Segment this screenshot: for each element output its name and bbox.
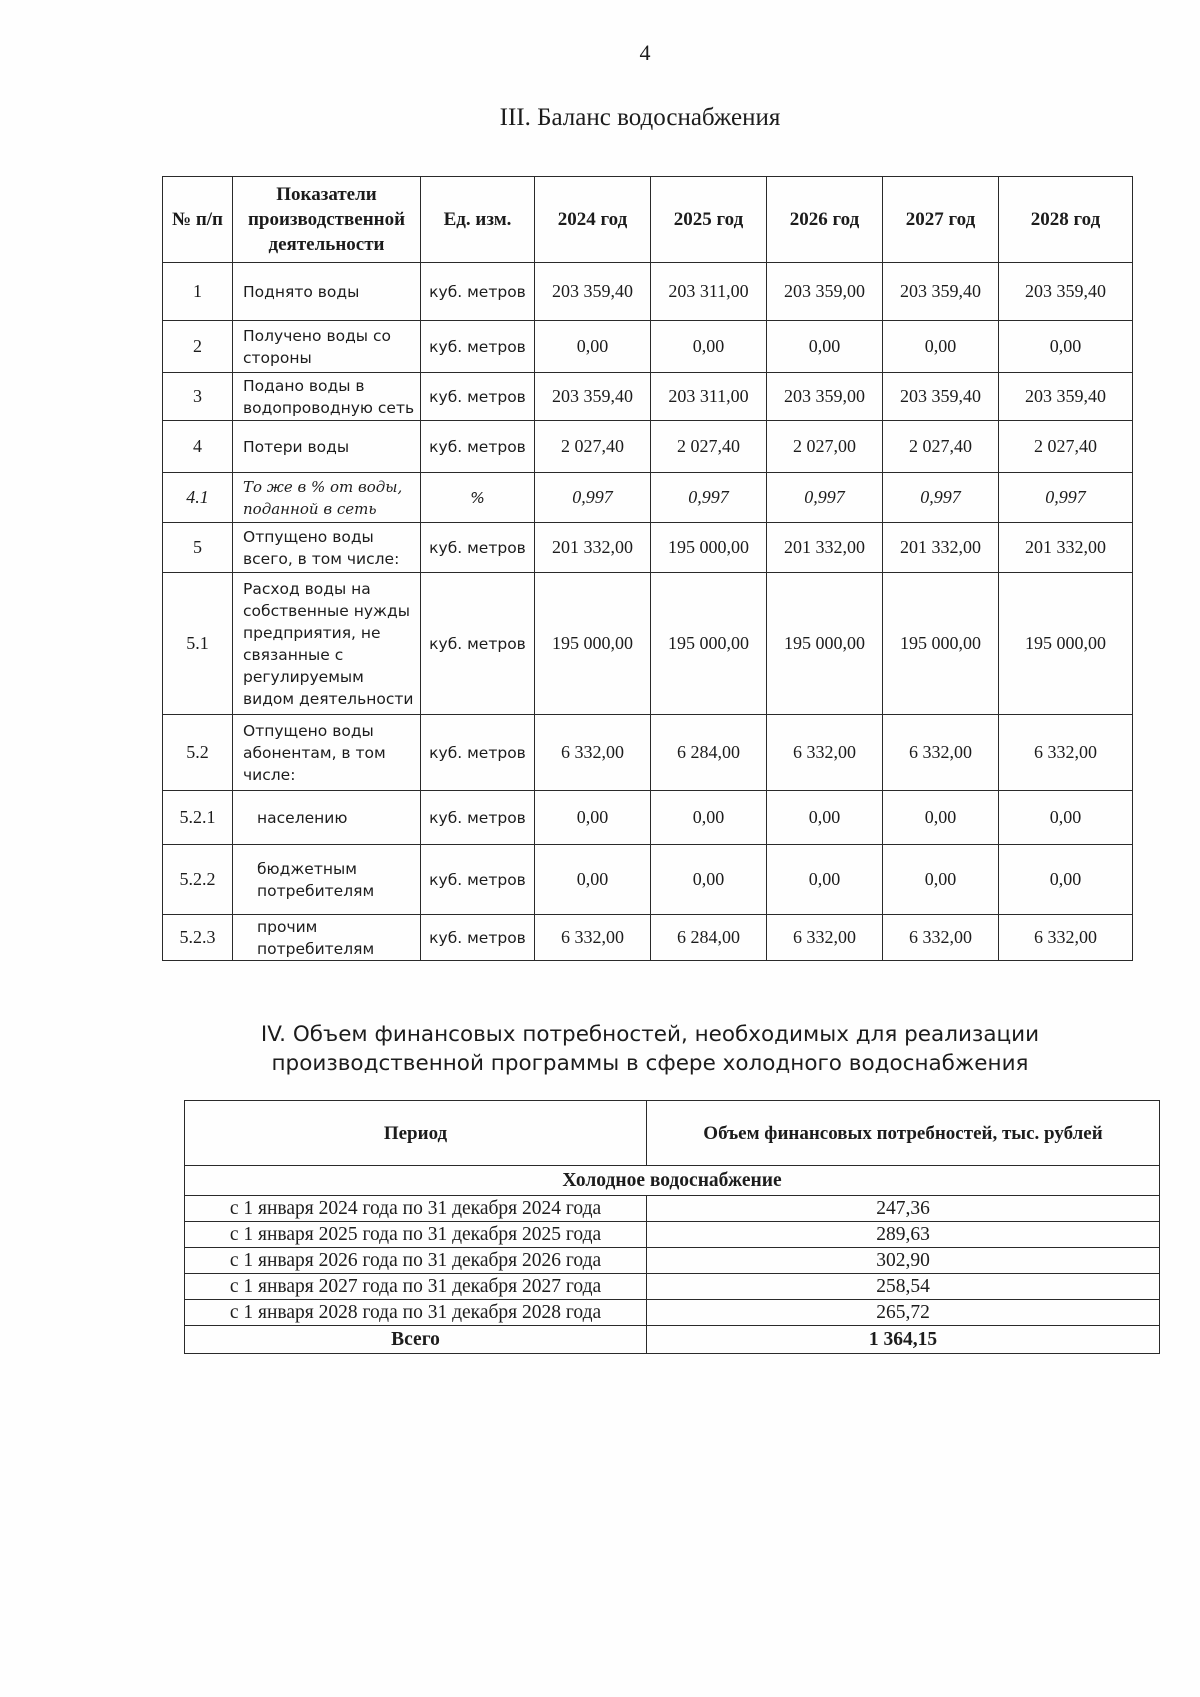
value-cell: 6 332,00	[767, 915, 883, 961]
value-cell: 6 284,00	[651, 915, 767, 961]
table-row	[185, 1222, 1160, 1248]
value-cell: 0,997	[651, 473, 767, 523]
amount-cell: 258,54	[647, 1274, 1160, 1300]
indicator-name: бюджетным потребителям	[233, 845, 421, 915]
amount-cell: 247,36	[647, 1196, 1160, 1222]
period-cell: с 1 января 2024 года по 31 декабря 2024 года	[185, 1196, 647, 1222]
unit-cell: %	[421, 473, 535, 523]
unit-cell: куб. метров	[421, 421, 535, 473]
value-cell: 203 359,40	[535, 373, 651, 421]
header-year-2025: 2025 год	[651, 177, 767, 263]
period-cell: с 1 января 2027 года по 31 декабря 2027 года	[185, 1274, 647, 1300]
row-number: 5.2.2	[163, 845, 233, 915]
value-cell: 195 000,00	[999, 573, 1133, 715]
row-number: 5.2.3	[163, 915, 233, 961]
row-number: 4	[163, 421, 233, 473]
value-cell: 201 332,00	[883, 523, 999, 573]
unit-cell: куб. метров	[421, 845, 535, 915]
table-row	[163, 791, 1133, 845]
unit-cell: куб. метров	[421, 523, 535, 573]
value-cell: 195 000,00	[767, 573, 883, 715]
table-row	[163, 473, 1133, 523]
unit-cell: куб. метров	[421, 791, 535, 845]
section-label: Холодное водоснабжение	[185, 1166, 1160, 1196]
row-number: 5.2	[163, 715, 233, 791]
section-3-title: III. Баланс водоснабжения	[499, 104, 781, 131]
value-cell: 2 027,40	[651, 421, 767, 473]
value-cell: 201 332,00	[999, 523, 1133, 573]
value-cell: 0,00	[651, 321, 767, 373]
value-cell: 0,00	[883, 845, 999, 915]
value-cell: 0,00	[999, 845, 1133, 915]
header-period: Период	[185, 1101, 647, 1166]
total-row	[185, 1326, 1160, 1354]
value-cell: 6 332,00	[535, 915, 651, 961]
value-cell: 0,997	[999, 473, 1133, 523]
amount-cell: 289,63	[647, 1222, 1160, 1248]
table-row	[163, 573, 1133, 715]
indicator-name: Расход воды на собственные нужды предприятия, не связанные с регулируемым видом деятельности	[233, 573, 421, 715]
total-amount: 1 364,15	[647, 1326, 1160, 1354]
value-cell: 6 332,00	[767, 715, 883, 791]
value-cell: 203 359,40	[883, 263, 999, 321]
unit-cell: куб. метров	[421, 573, 535, 715]
value-cell: 203 359,40	[883, 373, 999, 421]
row-number: 1	[163, 263, 233, 321]
value-cell: 195 000,00	[883, 573, 999, 715]
unit-cell: куб. метров	[421, 263, 535, 321]
value-cell: 2 027,40	[999, 421, 1133, 473]
indicator-name: То же в % от воды, поданной в сеть	[233, 473, 421, 523]
value-cell: 0,00	[767, 791, 883, 845]
total-label: Всего	[185, 1326, 647, 1354]
value-cell: 203 359,00	[767, 263, 883, 321]
value-cell: 203 359,40	[999, 263, 1133, 321]
row-number: 5	[163, 523, 233, 573]
table-row	[185, 1248, 1160, 1274]
value-cell: 201 332,00	[767, 523, 883, 573]
indicator-name: Отпущено воды абонентам, в том числе:	[233, 715, 421, 791]
value-cell: 0,00	[999, 791, 1133, 845]
value-cell: 2 027,40	[535, 421, 651, 473]
period-cell: с 1 января 2026 года по 31 декабря 2026 года	[185, 1248, 647, 1274]
value-cell: 195 000,00	[651, 573, 767, 715]
value-cell: 0,00	[535, 845, 651, 915]
unit-cell: куб. метров	[421, 373, 535, 421]
value-cell: 203 359,00	[767, 373, 883, 421]
value-cell: 0,997	[535, 473, 651, 523]
amount-cell: 302,90	[647, 1248, 1160, 1274]
value-cell: 0,00	[767, 845, 883, 915]
value-cell: 203 311,00	[651, 263, 767, 321]
table-row	[185, 1274, 1160, 1300]
value-cell: 0,00	[651, 791, 767, 845]
unit-cell: куб. метров	[421, 915, 535, 961]
indicator-name: Получено воды со стороны	[233, 321, 421, 373]
indicator-name: Отпущено воды всего, в том числе:	[233, 523, 421, 573]
value-cell: 195 000,00	[535, 573, 651, 715]
header-year-2027: 2027 год	[883, 177, 999, 263]
value-cell: 6 284,00	[651, 715, 767, 791]
value-cell: 0,997	[883, 473, 999, 523]
value-cell: 0,00	[883, 321, 999, 373]
table-header-row	[185, 1101, 1160, 1166]
table-row	[163, 263, 1133, 321]
table-row	[185, 1300, 1160, 1326]
table-row	[163, 523, 1133, 573]
water-balance-table	[162, 176, 1133, 961]
table-row	[163, 321, 1133, 373]
row-number: 5.1	[163, 573, 233, 715]
row-number: 4.1	[163, 473, 233, 523]
period-cell: с 1 января 2028 года по 31 декабря 2028 года	[185, 1300, 647, 1326]
page-number: 4	[639, 40, 651, 65]
header-year-2024: 2024 год	[535, 177, 651, 263]
value-cell: 6 332,00	[883, 915, 999, 961]
header-amount: Объем финансовых потребностей, тыс. рублей	[647, 1101, 1160, 1166]
section-row	[185, 1166, 1160, 1196]
row-number: 3	[163, 373, 233, 421]
value-cell: 0,00	[651, 845, 767, 915]
table-row	[163, 915, 1133, 961]
value-cell: 6 332,00	[535, 715, 651, 791]
value-cell: 195 000,00	[651, 523, 767, 573]
table-row	[163, 845, 1133, 915]
financial-needs-table	[184, 1100, 1160, 1354]
value-cell: 2 027,40	[883, 421, 999, 473]
value-cell: 203 359,40	[535, 263, 651, 321]
unit-cell: куб. метров	[421, 321, 535, 373]
unit-cell: куб. метров	[421, 715, 535, 791]
header-year-2028: 2028 год	[999, 177, 1133, 263]
section-4-title	[0, 1020, 1200, 1078]
table-row	[163, 373, 1133, 421]
indicator-name: Подано воды в водопроводную сеть	[233, 373, 421, 421]
value-cell: 6 332,00	[999, 715, 1133, 791]
value-cell: 203 311,00	[651, 373, 767, 421]
amount-cell: 265,72	[647, 1300, 1160, 1326]
section-4-title-line2: производственной программы в сфере холодного водоснабжения	[271, 1051, 1029, 1076]
indicator-name: Поднято воды	[233, 263, 421, 321]
header-year-2026: 2026 год	[767, 177, 883, 263]
header-num: № п/п	[163, 177, 233, 263]
row-number: 2	[163, 321, 233, 373]
value-cell: 0,00	[883, 791, 999, 845]
table-row	[185, 1196, 1160, 1222]
table-row	[163, 715, 1133, 791]
value-cell: 0,00	[535, 791, 651, 845]
indicator-name: Потери воды	[233, 421, 421, 473]
value-cell: 0,997	[767, 473, 883, 523]
value-cell: 201 332,00	[535, 523, 651, 573]
indicator-name: населению	[233, 791, 421, 845]
table-row	[163, 421, 1133, 473]
value-cell: 2 027,00	[767, 421, 883, 473]
header-unit: Ед. изм.	[421, 177, 535, 263]
period-cell: с 1 января 2025 года по 31 декабря 2025 года	[185, 1222, 647, 1248]
table-header-row	[163, 177, 1133, 263]
value-cell: 0,00	[767, 321, 883, 373]
value-cell: 6 332,00	[999, 915, 1133, 961]
section-4-title-line1: IV. Объем финансовых потребностей, необходимых для реализации	[260, 1022, 1040, 1047]
value-cell: 0,00	[535, 321, 651, 373]
value-cell: 0,00	[999, 321, 1133, 373]
row-number: 5.2.1	[163, 791, 233, 845]
value-cell: 203 359,40	[999, 373, 1133, 421]
header-indicator: Показатели производственной деятельности	[233, 177, 421, 263]
value-cell: 6 332,00	[883, 715, 999, 791]
indicator-name: прочим потребителям	[233, 915, 421, 961]
